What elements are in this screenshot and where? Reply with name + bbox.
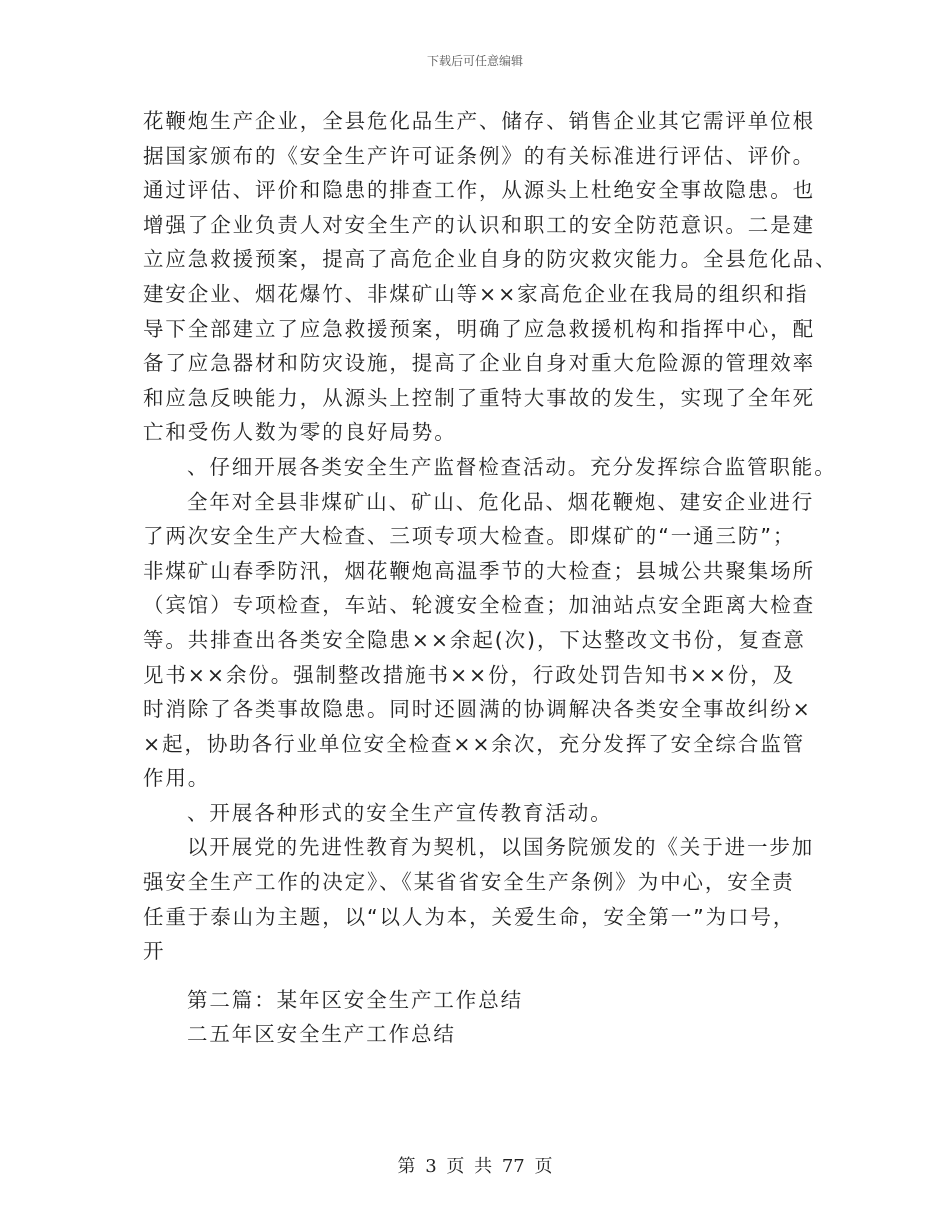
body-line: 据国家颁布的《安全生产许可证条例》的有关标准进行评估、评价。 — [143, 143, 815, 168]
page-number-footer: 第 3 页 共 77 页 — [397, 1156, 553, 1177]
body-line: 导下全部建立了应急救援预案，明确了应急救援机构和指挥中心，配 — [143, 316, 815, 341]
body-line: 通过评估、评价和隐患的排查工作，从源头上杜绝安全事故隐患。也 — [143, 178, 815, 203]
body-line: （宾馆）专项检查，车站、轮渡安全检查；加油站点安全距离大检查 — [143, 593, 815, 618]
body-line: 时消除了各类事故隐患。同时还圆满的协调解决各类安全事故纠纷× — [143, 697, 812, 722]
body-line: ×起，协助各行业单位安全检查××余次，充分发挥了安全综合监管 — [143, 731, 806, 756]
body-line: 和应急反映能力，从源头上控制了重特大事故的发生，实现了全年死 — [143, 385, 815, 410]
chapter-title: 第二篇：某年区安全生产工作总结 — [187, 987, 523, 1012]
body-line: 立应急救援预案，提高了高危企业自身的防灾救灾能力。全县危化品、 — [143, 247, 838, 272]
document-body — [143, 104, 838, 1052]
section-heading: 、开展各种形式的安全生产宣传教育活动。 — [187, 800, 613, 825]
body-line: 以开展党的先进性教育为契机，以国务院颁发的《关于进一步加 — [187, 835, 815, 860]
body-line: 备了应急器材和防灾设施，提高了企业自身对重大危险源的管理效率 — [143, 351, 815, 376]
header-note: 下载后可任意编辑 — [426, 54, 523, 68]
section-heading: 、仔细开展各类安全生产监督检查活动。充分发挥综合监管职能。 — [187, 454, 837, 479]
body-line: 作用。 — [143, 766, 211, 791]
body-line: 强安全生产工作的决定》、《某省省安全生产条例》为中心，安全责 — [143, 870, 795, 895]
body-line: 花鞭炮生产企业，全县危化品生产、储存、销售企业其它需评单位根 — [143, 109, 815, 133]
body-line: 亡和受伤人数为零的良好局势。 — [143, 420, 457, 445]
body-line: 等。共排查出各类安全隐患××余起(次)，下达整改文书份，复查意 — [143, 627, 806, 652]
body-line: 任重于泰山为主题，以“以人为本，关爱生命，安全第一”为口号， — [143, 904, 796, 929]
body-line: 了两次安全生产大检查、三项专项大检查。即煤矿的“一通三防”； — [143, 524, 796, 549]
body-line: 建安企业、烟花爆竹、非煤矿山等××家高危企业在我局的组织和指 — [143, 281, 809, 306]
body-line: 增强了企业负责人对安全生产的认识和职工的安全防范意识。二是建 — [143, 212, 815, 237]
body-line: 全年对全县非煤矿山、矿山、危化品、烟花鞭炮、建安企业进行 — [187, 489, 815, 514]
chapter-subtitle: 二五年区安全生产工作总结 — [187, 1022, 456, 1047]
spacer — [143, 969, 823, 983]
body-line: 非煤矿山春季防汛，烟花鞭炮高温季节的大检查；县城公共聚集场所 — [143, 558, 815, 583]
body-line: 开 — [143, 939, 166, 964]
body-line: 见书××余份。强制整改措施书××份，行政处罚告知书××份，及 — [143, 662, 796, 687]
